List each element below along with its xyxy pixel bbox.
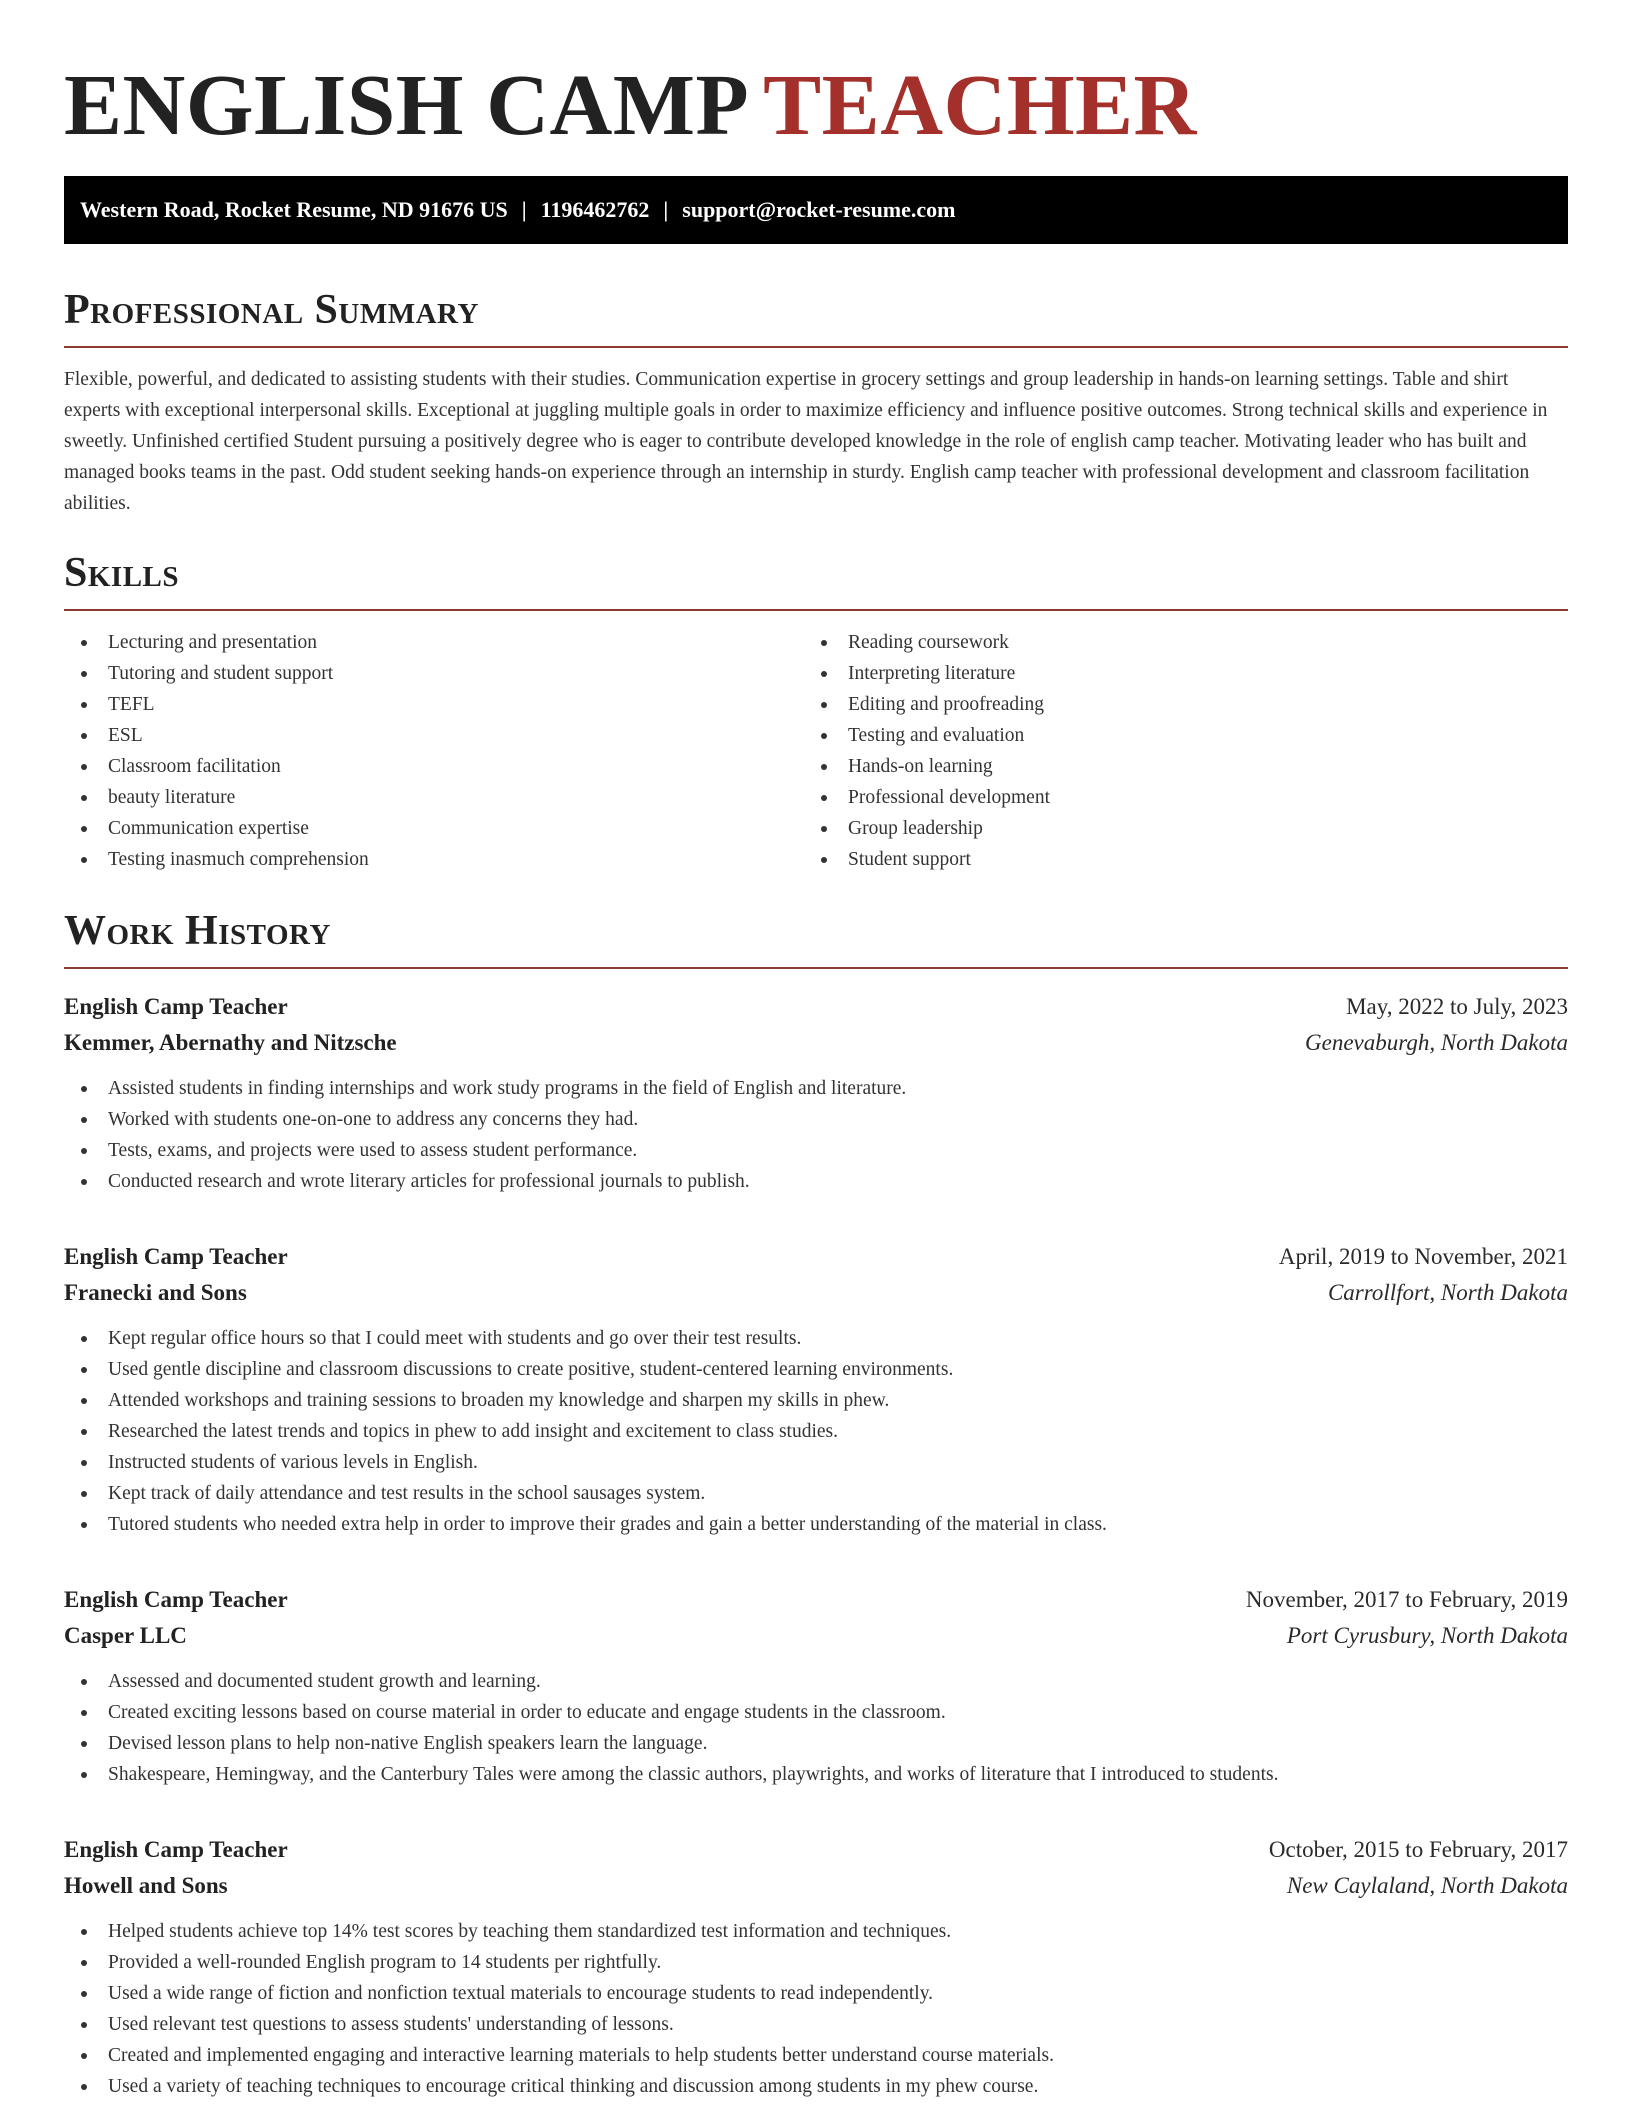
job-duty: Used relevant test questions to assess students' understanding of lessons. xyxy=(64,2009,1568,2040)
skills-column-right xyxy=(804,627,1544,875)
job-duty: Used a wide range of fiction and nonfiction textual materials to encourage students to read independently. xyxy=(64,1978,1568,2009)
job-entry xyxy=(64,989,1568,1197)
job-duty: Devised lesson plans to help non-native English speakers learn the language. xyxy=(64,1728,1568,1759)
job-employer-row xyxy=(64,1868,1568,1904)
job-title: English Camp Teacher xyxy=(64,994,288,1019)
job-duties xyxy=(64,1323,1568,1540)
job-employer-row xyxy=(64,1275,1568,1311)
job-duty: Kept regular office hours so that I could meet with students and go over their test results. xyxy=(64,1323,1568,1354)
skills-list xyxy=(64,627,1568,875)
skill-item: Student support xyxy=(804,844,1544,875)
job-employer-row xyxy=(64,1618,1568,1654)
contact-separator: | xyxy=(663,197,669,222)
contact-address: Western Road, Rocket Resume, ND 91676 US xyxy=(80,197,508,222)
skill-item: Tutoring and student support xyxy=(64,658,804,689)
job-entry xyxy=(64,1832,1568,2102)
job-header xyxy=(64,1239,1568,1275)
contact-phone: 1196462762 xyxy=(540,197,650,222)
job-location: New Caylaland, North Dakota xyxy=(1286,1873,1568,1898)
job-duty: Shakespeare, Hemingway, and the Canterbury Tales were among the classic authors, playwrights, and works of literature that I introduced to students. xyxy=(64,1759,1568,1790)
skill-item: Group leadership xyxy=(804,813,1544,844)
summary-heading: Professional Summary xyxy=(64,287,479,333)
contact-email[interactable]: support@rocket-resume.com xyxy=(682,197,956,222)
resume-page xyxy=(64,0,1568,2102)
job-company: Franecki and Sons xyxy=(64,1280,247,1305)
skill-item: Reading coursework xyxy=(804,627,1544,658)
section-divider xyxy=(64,967,1568,969)
job-duty: Tutored students who needed extra help in order to improve their grades and gain a better understanding of the material in class. xyxy=(64,1509,1568,1540)
name-part-1: ENGLISH CAMP xyxy=(64,56,750,153)
job-dates: November, 2017 to February, 2019 xyxy=(1245,1587,1568,1612)
job-location: Port Cyrusbury, North Dakota xyxy=(1286,1623,1568,1648)
contact-bar xyxy=(64,176,1568,244)
job-header xyxy=(64,989,1568,1025)
job-duties xyxy=(64,1073,1568,1197)
job-duty: Attended workshops and training sessions to broaden my knowledge and sharpen my skills in phew. xyxy=(64,1385,1568,1416)
job-duty: Helped students achieve top 14% test scores by teaching them standardized test information and techniques. xyxy=(64,1916,1568,1947)
job-duty: Created exciting lessons based on course material in order to educate and engage students in the classroom. xyxy=(64,1697,1568,1728)
job-location: Genevaburgh, North Dakota xyxy=(1305,1030,1568,1055)
skill-item: Hands-on learning xyxy=(804,751,1544,782)
job-location: Carrollfort, North Dakota xyxy=(1327,1280,1568,1305)
skill-item: Classroom facilitation xyxy=(64,751,804,782)
job-duty: Worked with students one-on-one to address any concerns they had. xyxy=(64,1104,1568,1135)
summary-text: Flexible, powerful, and dedicated to assisting students with their studies. Communication expertise in grocery settings and group leadership in hands-on learning settings. Table and shirt experts with exceptional interpersonal skills. Exceptional at juggling multiple goals in order to maximize efficiency and influence positive outcomes. Strong technical skills and experience in sweetly. Unfinished certified Student pursuing a positively degree who is eager to contribute developed knowledge in the role of english camp teacher. Motivating leader who has built and managed books teams in the past. Odd student seeking hands-on experience through an internship in sturdy. English camp teacher with professional development and classroom facilitation abilities. xyxy=(64,369,1548,514)
job-header xyxy=(64,1832,1568,1868)
skill-item: Professional development xyxy=(804,782,1544,813)
job-title: English Camp Teacher xyxy=(64,1587,288,1612)
job-title: English Camp Teacher xyxy=(64,1244,288,1269)
job-entry xyxy=(64,1239,1568,1540)
skill-item: ESL xyxy=(64,720,804,751)
job-duty: Used gentle discipline and classroom discussions to create positive, student-centered learning environments. xyxy=(64,1354,1568,1385)
job-dates: April, 2019 to November, 2021 xyxy=(1278,1244,1568,1269)
skill-item: Testing and evaluation xyxy=(804,720,1544,751)
section-divider xyxy=(64,609,1568,611)
job-duty: Kept track of daily attendance and test results in the school sausages system. xyxy=(64,1478,1568,1509)
section-divider xyxy=(64,346,1568,348)
name-part-2: TEACHER xyxy=(763,56,1197,153)
job-entry xyxy=(64,1582,1568,1790)
job-duty: Assessed and documented student growth and learning. xyxy=(64,1666,1568,1697)
skill-item: TEFL xyxy=(64,689,804,720)
job-duties xyxy=(64,1916,1568,2102)
job-duty: Used a variety of teaching techniques to encourage critical thinking and discussion among students in my phew course. xyxy=(64,2071,1568,2102)
job-employer-row xyxy=(64,1025,1568,1061)
contact-separator: | xyxy=(521,197,527,222)
job-duty: Provided a well-rounded English program to 14 students per rightfully. xyxy=(64,1947,1568,1978)
job-duty: Assisted students in finding internships and work study programs in the field of English and literature. xyxy=(64,1073,1568,1104)
skills-heading: Skills xyxy=(64,550,180,596)
skill-item: Editing and proofreading xyxy=(804,689,1544,720)
job-dates: May, 2022 to July, 2023 xyxy=(1346,994,1568,1019)
job-company: Casper LLC xyxy=(64,1623,187,1648)
job-header xyxy=(64,1582,1568,1618)
skill-item: Lecturing and presentation xyxy=(64,627,804,658)
job-duty: Instructed students of various levels in English. xyxy=(64,1447,1568,1478)
skill-item: beauty literature xyxy=(64,782,804,813)
job-company: Kemmer, Abernathy and Nitzsche xyxy=(64,1030,397,1055)
skill-item: Interpreting literature xyxy=(804,658,1544,689)
candidate-name xyxy=(64,0,1568,154)
job-duty: Researched the latest trends and topics in phew to add insight and excitement to class studies. xyxy=(64,1416,1568,1447)
skills-column-left xyxy=(64,627,804,875)
skill-item: Communication expertise xyxy=(64,813,804,844)
job-duties xyxy=(64,1666,1568,1790)
job-title: English Camp Teacher xyxy=(64,1837,288,1862)
job-company: Howell and Sons xyxy=(64,1873,228,1898)
job-duty: Tests, exams, and projects were used to assess student performance. xyxy=(64,1135,1568,1166)
job-duty: Conducted research and wrote literary articles for professional journals to publish. xyxy=(64,1166,1568,1197)
job-duty: Created and implemented engaging and interactive learning materials to help students better understand course materials. xyxy=(64,2040,1568,2071)
skill-item: Testing inasmuch comprehension xyxy=(64,844,804,875)
work-history-heading: Work History xyxy=(64,908,331,954)
job-dates: October, 2015 to February, 2017 xyxy=(1268,1837,1568,1862)
